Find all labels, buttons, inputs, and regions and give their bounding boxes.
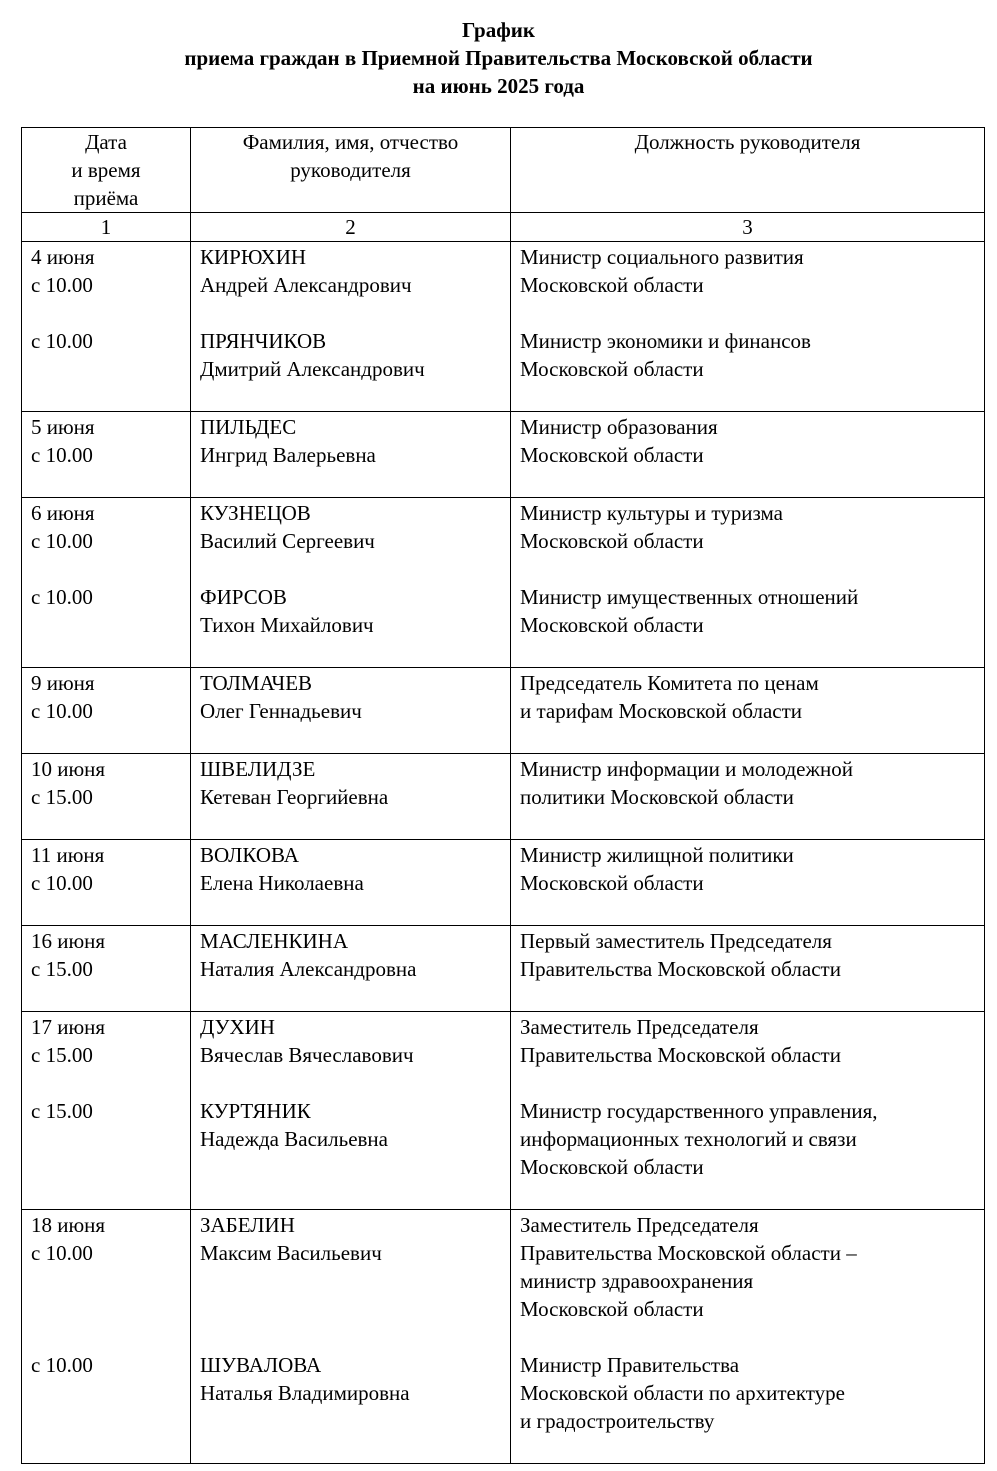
date-time-cell (22, 412, 191, 498)
official-position-line: Министр социального развития (520, 245, 804, 269)
position-cell (511, 1012, 985, 1210)
table-row (22, 840, 985, 926)
table-row (22, 754, 985, 840)
official-position-line: Московской области (520, 443, 704, 467)
name-cell (191, 242, 511, 412)
reception-time: с 10.00 (31, 1241, 93, 1265)
official-surname: КУЗНЕЦОВ (200, 501, 311, 525)
header-line: руководителя (290, 158, 411, 182)
official-surname: ПРЯНЧИКОВ (200, 329, 327, 353)
reception-date: 17 июня (31, 1015, 106, 1039)
official-position-line: Председатель Комитета по ценам (520, 671, 819, 695)
reception-date: 10 июня (31, 757, 106, 781)
official-given-name: Вячеслав Вячеславович (200, 1043, 414, 1067)
official-position-line: Министр информации и молодежной (520, 757, 853, 781)
official-given-name: Тихон Михайлович (200, 613, 374, 637)
header-name (191, 128, 511, 213)
official-position-line: Министр государственного управления, (520, 1099, 878, 1123)
name-cell (191, 668, 511, 754)
official-position-line: Правительства Московской области (520, 1043, 841, 1067)
official-given-name: Олег Геннадьевич (200, 699, 362, 723)
name-cell (191, 412, 511, 498)
official-position-line: Министр жилищной политики (520, 843, 794, 867)
official-position-line: и тарифам Московской области (520, 699, 803, 723)
reception-date: 11 июня (31, 843, 105, 867)
official-position-line: Министр экономики и финансов (520, 329, 811, 353)
title-line-3: на июнь 2025 года (412, 74, 585, 98)
official-surname: ПИЛЬДЕС (200, 415, 297, 439)
column-number: 2 (191, 213, 511, 242)
column-number: 1 (22, 213, 191, 242)
name-cell (191, 754, 511, 840)
official-position-line: Московской области (520, 1297, 704, 1321)
header-line: Дата (85, 130, 127, 154)
official-surname: КИРЮХИН (200, 245, 307, 269)
official-surname: КУРТЯНИК (200, 1099, 311, 1123)
header-line: и время (71, 158, 141, 182)
date-time-cell (22, 840, 191, 926)
official-surname: ШВЕЛИДЗЕ (200, 757, 316, 781)
official-surname: ВОЛКОВА (200, 843, 299, 867)
position-cell (511, 754, 985, 840)
official-position-line: Правительства Московской области – (520, 1241, 857, 1265)
official-given-name: Наталия Александровна (200, 957, 417, 981)
reception-time: с 15.00 (31, 1099, 93, 1123)
official-position-line: Московской области (520, 273, 704, 297)
table-row (22, 926, 985, 1012)
reception-date: 4 июня (31, 245, 95, 269)
reception-date: 5 июня (31, 415, 95, 439)
reception-date: 18 июня (31, 1213, 106, 1237)
official-given-name: Кетеван Георгийевна (200, 785, 389, 809)
reception-time: с 15.00 (31, 957, 93, 981)
position-cell (511, 1210, 985, 1464)
official-position-line: Московской области (520, 357, 704, 381)
header-row (22, 128, 985, 213)
reception-time: с 10.00 (31, 1353, 93, 1377)
official-given-name: Елена Николаевна (200, 871, 364, 895)
official-given-name: Василий Сергеевич (200, 529, 375, 553)
table-row (22, 498, 985, 668)
reception-time: с 10.00 (31, 443, 93, 467)
official-surname: ШУВАЛОВА (200, 1353, 322, 1377)
official-given-name: Наталья Владимировна (200, 1381, 410, 1405)
official-position-line: политики Московской области (520, 785, 794, 809)
official-position-line: Московской области по архитектуре (520, 1381, 846, 1405)
reception-time: с 10.00 (31, 273, 93, 297)
official-position-line: Заместитель Председателя (520, 1213, 759, 1237)
official-surname: ДУХИН (200, 1015, 275, 1039)
reception-time: с 15.00 (31, 1043, 93, 1067)
official-given-name: Надежда Васильевна (200, 1127, 388, 1151)
official-surname: ЗАБЕЛИН (200, 1213, 295, 1237)
official-given-name: Дмитрий Александрович (200, 357, 425, 381)
official-position-line: Первый заместитель Председателя (520, 929, 832, 953)
official-position-line: и градостроительству (520, 1409, 715, 1433)
official-given-name: Андрей Александрович (200, 273, 412, 297)
official-given-name: Ингрид Валерьевна (200, 443, 376, 467)
reception-time: с 10.00 (31, 529, 93, 553)
header-date (22, 128, 191, 213)
header-line: приёма (73, 186, 139, 210)
reception-date: 6 июня (31, 501, 95, 525)
official-position-line: Московской области (520, 529, 704, 553)
reception-time: с 10.00 (31, 699, 93, 723)
reception-time: с 10.00 (31, 871, 93, 895)
official-position-line: Московской области (520, 613, 704, 637)
position-cell (511, 242, 985, 412)
official-surname: ФИРСОВ (200, 585, 287, 609)
title-line-1: График (462, 18, 535, 42)
name-cell (191, 926, 511, 1012)
date-time-cell (22, 1210, 191, 1464)
official-position-line: информационных технологий и связи (520, 1127, 857, 1151)
position-cell (511, 840, 985, 926)
official-position-line: Министр имущественных отношений (520, 585, 859, 609)
table-row (22, 1210, 985, 1464)
official-position-line: Министр культуры и туризма (520, 501, 783, 525)
date-time-cell (22, 242, 191, 412)
position-cell (511, 926, 985, 1012)
schedule-table (21, 127, 985, 1464)
official-given-name: Максим Васильевич (200, 1241, 382, 1265)
position-cell (511, 668, 985, 754)
column-number: 3 (511, 213, 985, 242)
document-title (0, 16, 997, 100)
date-time-cell (22, 754, 191, 840)
name-cell (191, 1012, 511, 1210)
date-time-cell (22, 668, 191, 754)
reception-date: 16 июня (31, 929, 106, 953)
name-cell (191, 498, 511, 668)
table-row (22, 1012, 985, 1210)
header-position (511, 128, 985, 213)
official-position-line: Министр образования (520, 415, 718, 439)
header-line: Фамилия, имя, отчество (242, 130, 459, 154)
table-row (22, 412, 985, 498)
table-row (22, 668, 985, 754)
official-position-line: Правительства Московской области (520, 957, 841, 981)
reception-time: с 10.00 (31, 585, 93, 609)
reception-time: с 15.00 (31, 785, 93, 809)
official-surname: МАСЛЕНКИНА (200, 929, 349, 953)
official-position-line: Московской области (520, 1155, 704, 1179)
official-position-line: Московской области (520, 871, 704, 895)
date-time-cell (22, 926, 191, 1012)
name-cell (191, 1210, 511, 1464)
table-row (22, 242, 985, 412)
column-number-row (22, 213, 985, 242)
reception-time: с 10.00 (31, 329, 93, 353)
name-cell (191, 840, 511, 926)
date-time-cell (22, 1012, 191, 1210)
header-line: Должность руководителя (634, 130, 861, 154)
official-position-line: Министр Правительства (520, 1353, 740, 1377)
title-line-2: приема граждан в Приемной Правительства Московской области (184, 46, 813, 70)
official-surname: ТОЛМАЧЕВ (200, 671, 313, 695)
position-cell (511, 498, 985, 668)
date-time-cell (22, 498, 191, 668)
official-position-line: министр здравоохранения (520, 1269, 754, 1293)
official-position-line: Заместитель Председателя (520, 1015, 759, 1039)
position-cell (511, 412, 985, 498)
reception-date: 9 июня (31, 671, 95, 695)
